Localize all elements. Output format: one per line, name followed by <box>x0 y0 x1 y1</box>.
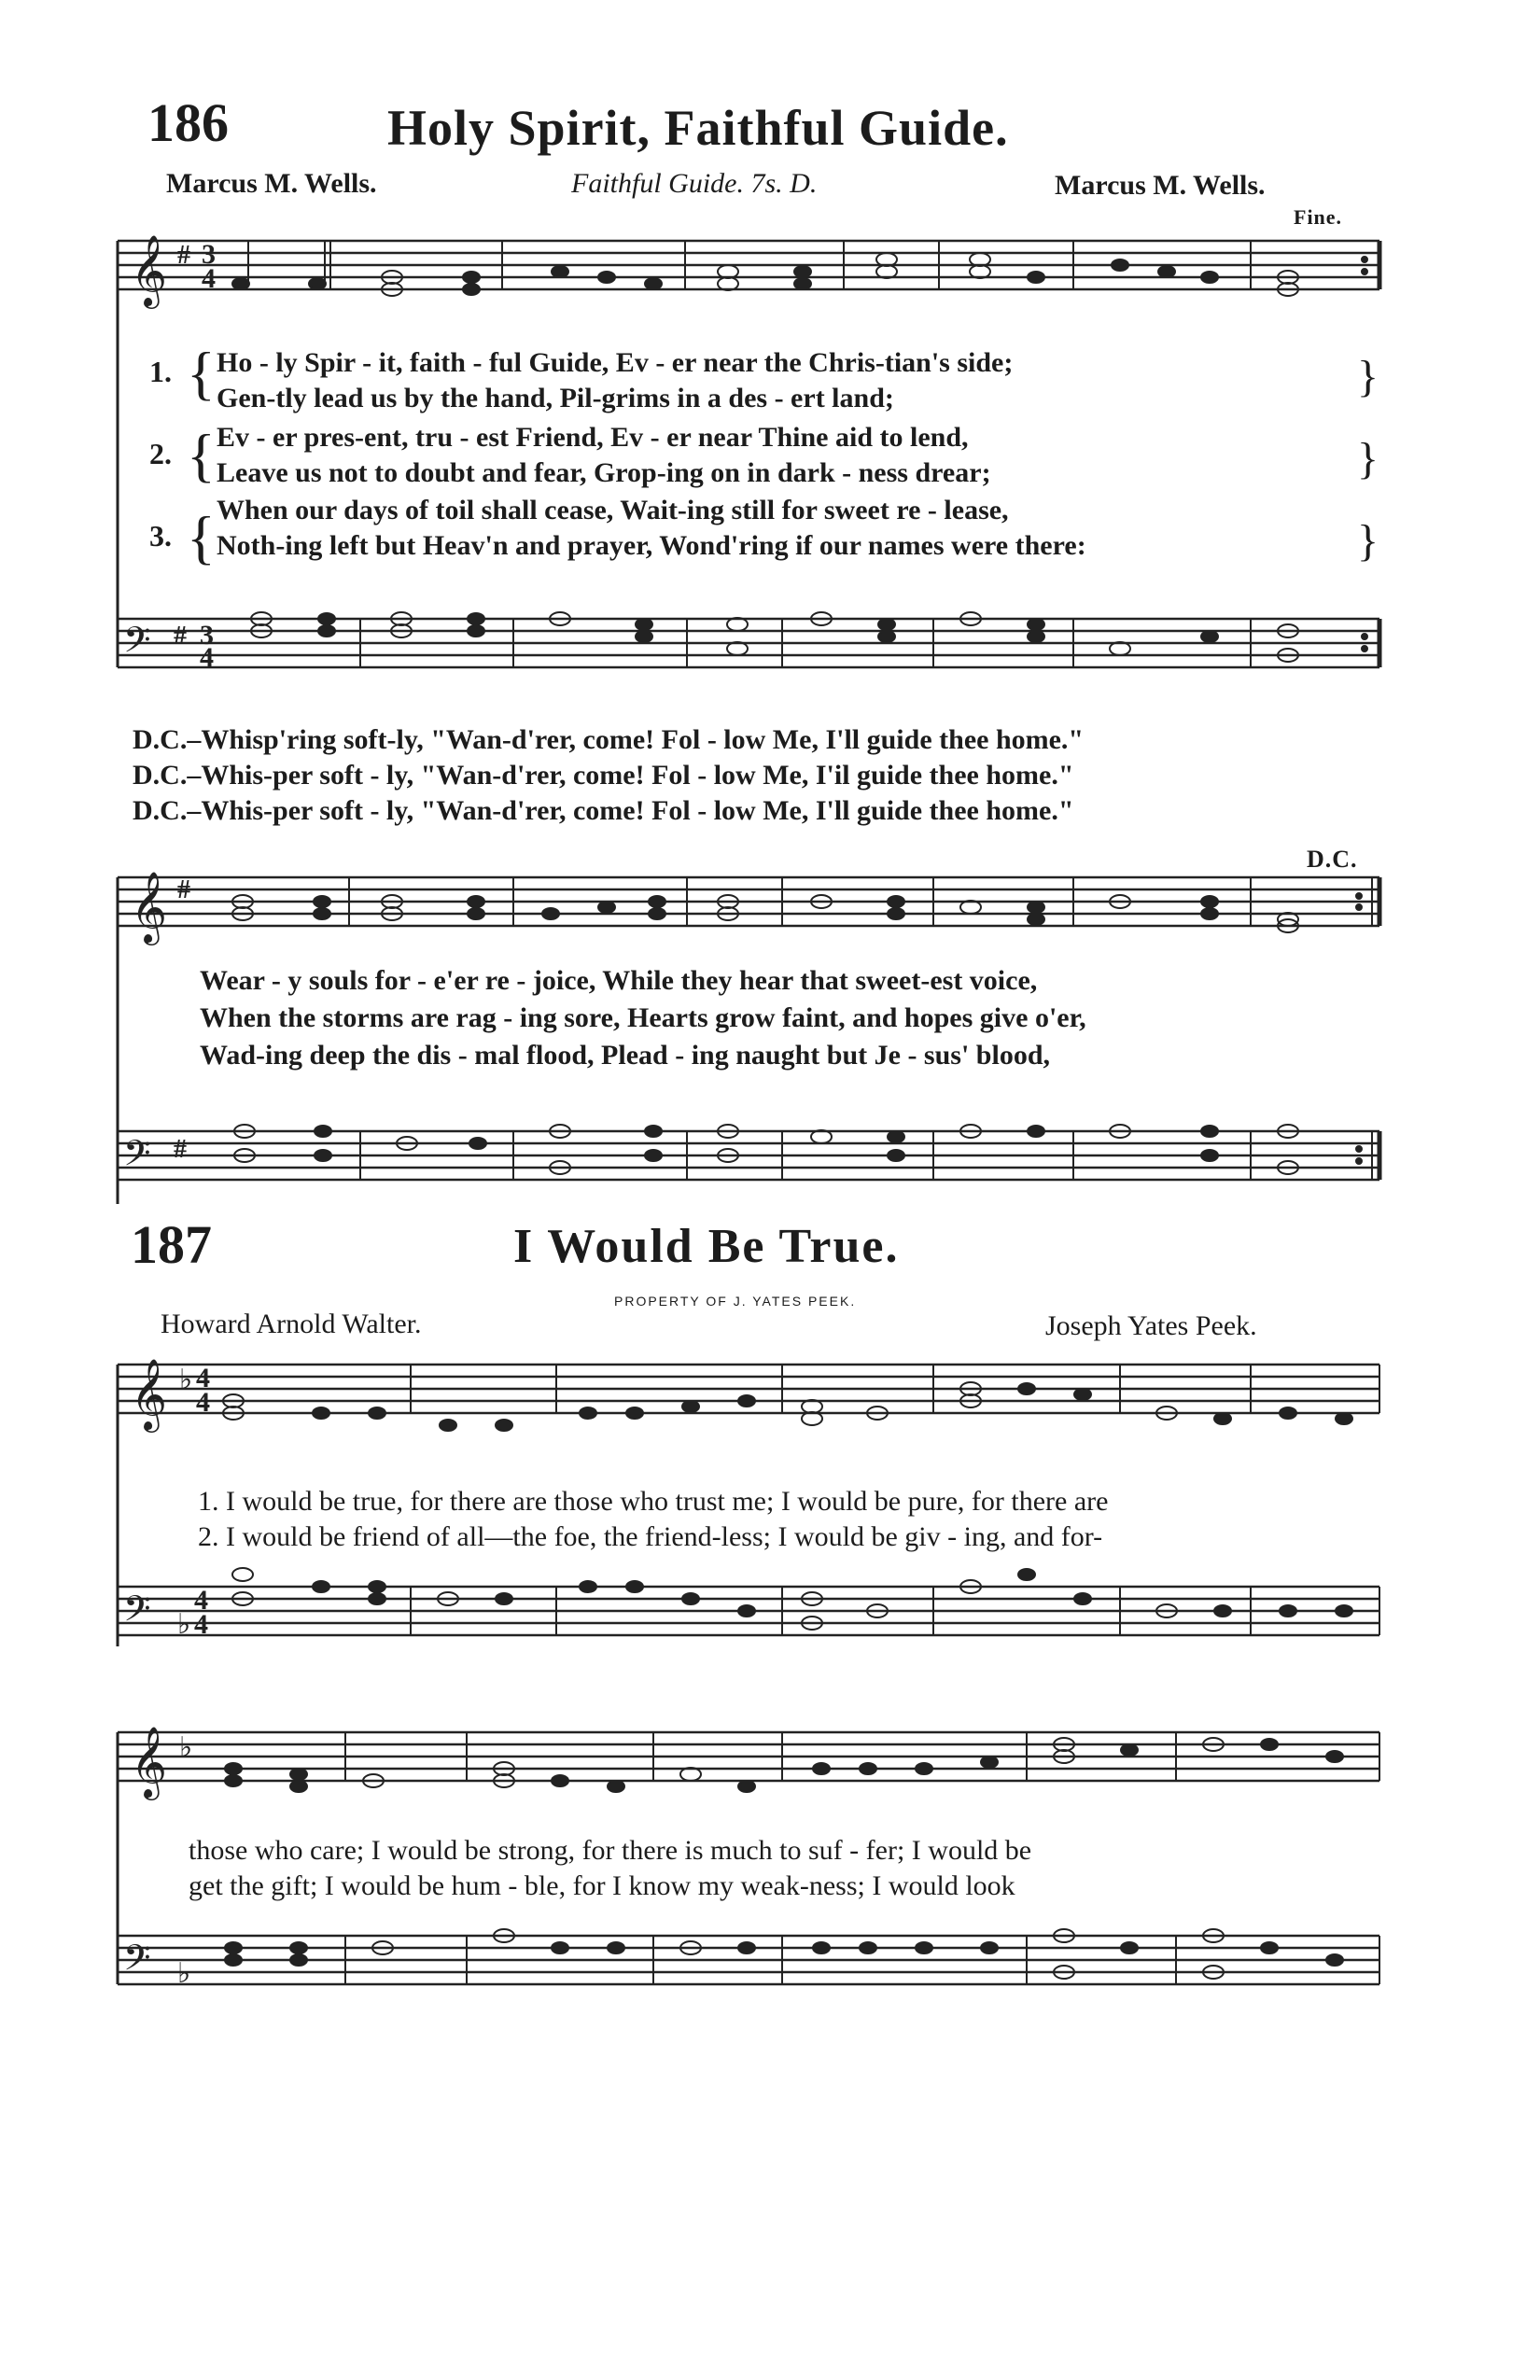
dc-line: D.C.–Whis-per soft - ly, "Wan-d'rer, come! Fol - low Me, I'll guide thee home." <box>133 795 1074 826</box>
time-sig-4: 4 <box>200 642 214 673</box>
time-sig-4: 4 <box>196 1387 210 1418</box>
hymn-title-186: Holy Spirit, Faithful Guide. <box>387 100 1009 156</box>
flat-icon: ♭ <box>177 1609 191 1640</box>
bass-clef-icon: 𝄢 <box>123 621 151 668</box>
composer-187: Joseph Yates Peek. <box>1045 1310 1257 1341</box>
verse-line: 2. I would be friend of all—the foe, the friend-less; I would be giv - ing, and for- <box>198 1521 1103 1552</box>
fine-marking: Fine. <box>1294 205 1343 229</box>
left-brace-icon: { <box>187 422 216 488</box>
hymn-title-187: I Would Be True. <box>513 1220 900 1273</box>
treble-clef-icon: 𝄞 <box>131 1729 168 1797</box>
right-brace-icon: } <box>1357 352 1379 401</box>
verse-line: those who care; I would be strong, for there is much to suf - fer; I would be <box>189 1835 1032 1866</box>
sharp-icon: # <box>177 875 190 904</box>
verse-number-3: 3. <box>149 519 172 553</box>
time-sig-3: 3 <box>202 239 216 270</box>
refrain-line: Wad-ing deep the dis - mal flood, Plead - ing naught but Je - sus' blood, <box>200 1040 1051 1071</box>
verse-line: When our days of toil shall cease, Wait-ing still for sweet re - lease, <box>217 495 1009 525</box>
author-186: Marcus M. Wells. <box>166 168 377 199</box>
verse-line: 1. I would be true, for there are those who trust me; I would be pure, for there are <box>198 1486 1109 1517</box>
flat-icon: ♭ <box>179 1365 193 1395</box>
composer-186: Marcus M. Wells. <box>1055 170 1266 201</box>
verse-number-2: 2. <box>149 437 172 470</box>
verse-line: get the gift; I would be hum - ble, for I know my weak-ness; I would look <box>189 1870 1015 1901</box>
refrain-line: When the storms are rag - ing sore, Hearts grow faint, and hopes give o'er, <box>200 1002 1086 1033</box>
verse-line: Ev - er pres-ent, tru - est Friend, Ev - er near Thine aid to lend, <box>217 422 969 453</box>
time-sig-4: 4 <box>196 1363 210 1393</box>
left-brace-icon: { <box>187 504 216 570</box>
treble-clef-icon: 𝄞 <box>131 234 168 306</box>
time-sig-4: 4 <box>202 263 216 294</box>
right-brace-icon: } <box>1357 434 1379 483</box>
bass-clef-icon: 𝄢 <box>123 1939 151 1986</box>
dc-marking: D.C. <box>1307 846 1358 873</box>
left-brace-icon: { <box>187 340 216 406</box>
time-sig-4: 4 <box>194 1609 208 1640</box>
verse-line: Noth-ing left but Heav'n and prayer, Wond'ring if our names were there: <box>217 530 1086 561</box>
verse-line: Gen-tly lead us by the hand, Pil-grims in a des - ert land; <box>217 383 894 413</box>
time-sig-4: 4 <box>194 1585 208 1616</box>
sharp-icon: # <box>177 241 190 270</box>
sharp-icon: # <box>174 622 187 651</box>
right-brace-icon: } <box>1357 516 1379 566</box>
flat-icon: ♭ <box>179 1732 193 1763</box>
dc-line: D.C.–Whis-per soft - ly, "Wan-d'rer, come! Fol - low Me, I'il guide thee home." <box>133 760 1074 791</box>
flat-icon: ♭ <box>177 1958 191 1989</box>
refrain-line: Wear - y souls for - e'er re - joice, While they hear that sweet-est voice, <box>200 965 1038 996</box>
sharp-icon: # <box>174 1135 187 1164</box>
bass-clef-icon: 𝄢 <box>123 1589 151 1637</box>
verse-line: Leave us not to doubt and fear, Grop-ing on in dark - ness drear; <box>217 457 991 488</box>
hymn-number-187: 187 <box>131 1214 212 1275</box>
verse-number-1: 1. <box>149 355 172 388</box>
verse-line: Ho - ly Spir - it, faith - ful Guide, Ev - er near the Chris-tian's side; <box>217 347 1014 378</box>
property-note: PROPERTY OF J. YATES PEEK. <box>614 1294 857 1309</box>
treble-clef-icon: 𝄞 <box>131 1361 168 1429</box>
dc-line: D.C.–Whisp'ring soft-ly, "Wan-d'rer, come! Fol - low Me, I'll guide thee home." <box>133 724 1085 755</box>
hymn-number-186: 186 <box>147 92 229 153</box>
bass-clef-icon: 𝄢 <box>123 1134 151 1182</box>
treble-clef-icon: 𝄞 <box>131 874 168 942</box>
author-187: Howard Arnold Walter. <box>161 1309 422 1339</box>
tune-name-186: Faithful Guide. 7s. D. <box>571 168 818 199</box>
time-sig-3: 3 <box>200 620 214 651</box>
